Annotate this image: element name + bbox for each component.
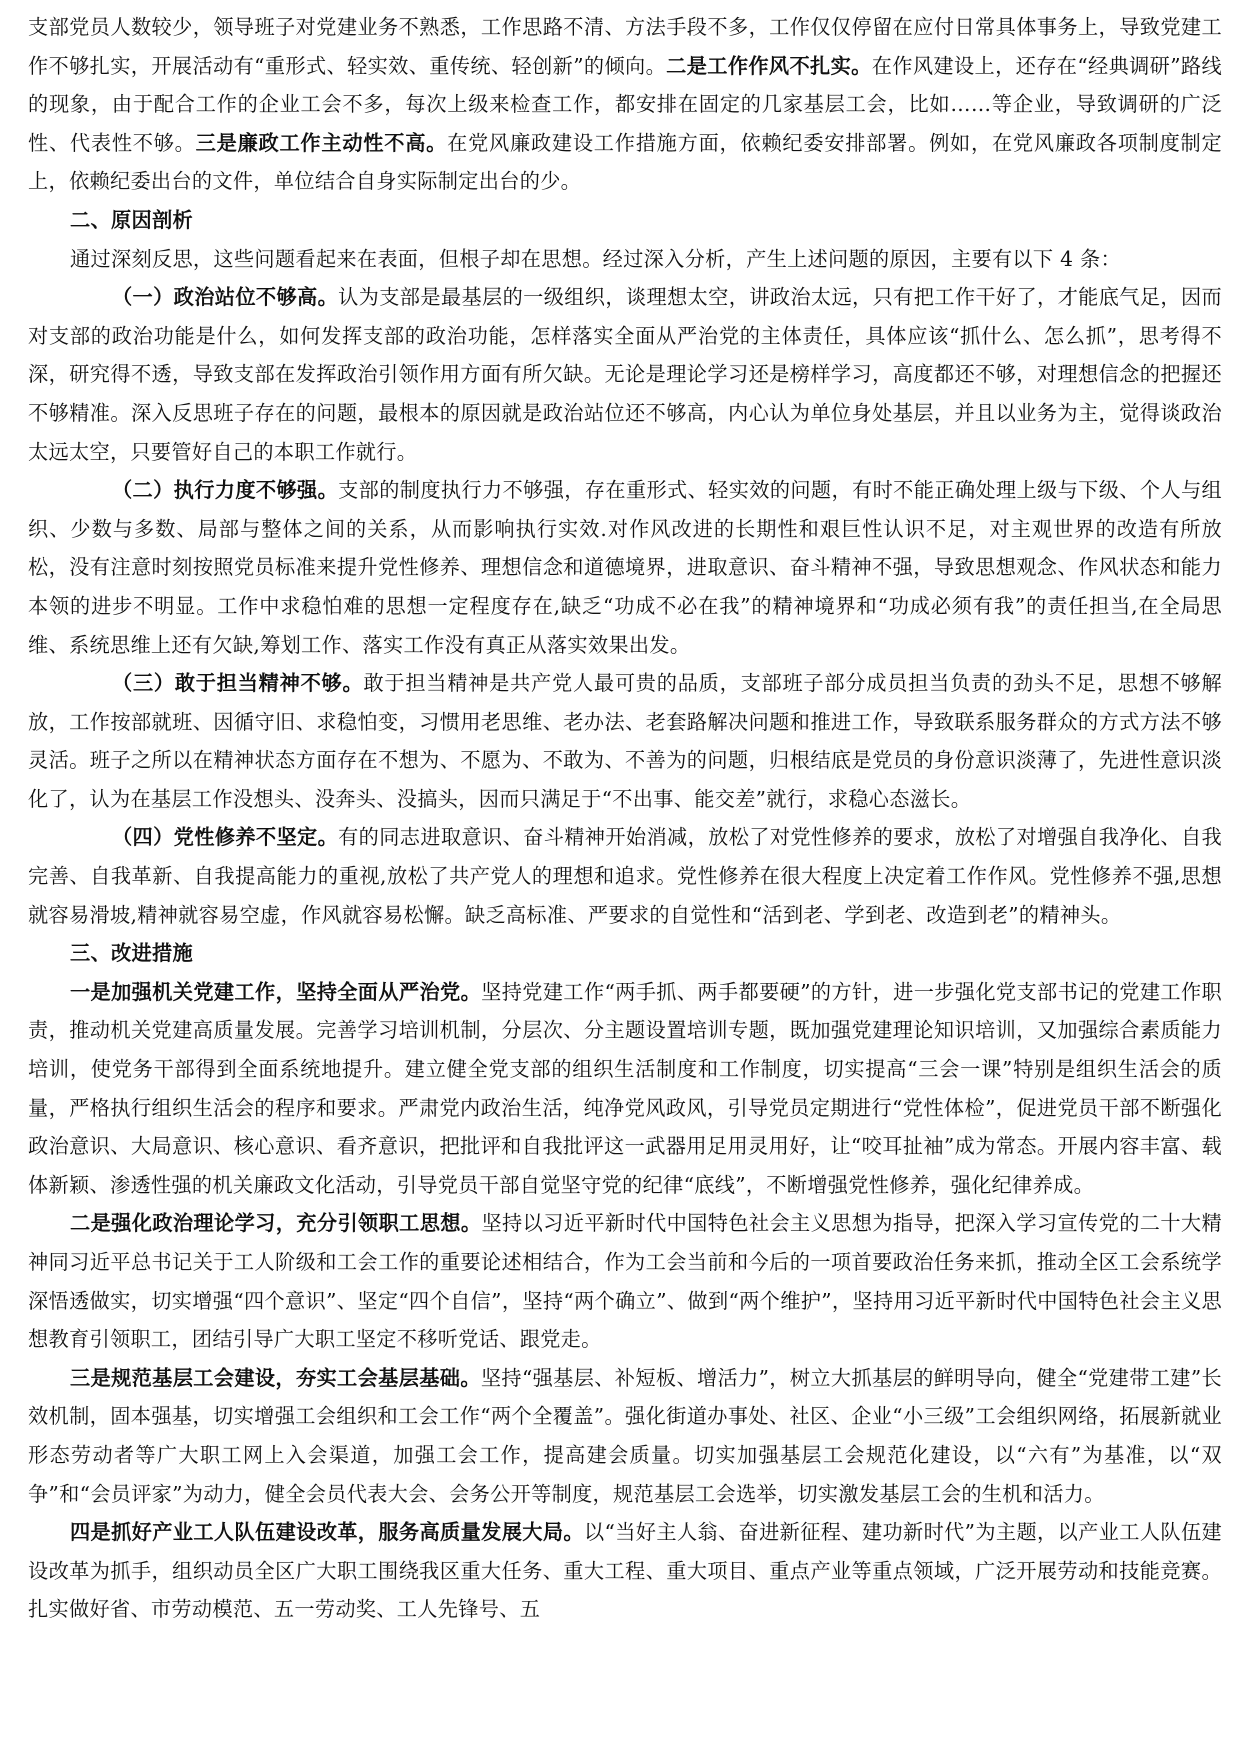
text-run: 在党风廉政建设工作措施方面，依赖纪委安排部署。例如，在党风廉政各项制度制定上，依赖纪委出台的文件，单位结合自身实际制定出台的少。 [28,130,1223,194]
paragraph-problems-continued [28,8,1222,201]
paragraph-intro: 通过深刻反思，这些问题看起来在表面，但根子却在思想。经过深入分析，产生上述问题的原因，主要有以下 4 条： [70,246,1121,271]
text-run: 有的同志进取意识、奋斗精神开始消减，放松了对党性修养的要求，放松了对增强自我净化、自我完善、自我革新、自我提高能力的重视,放松了共产党人的理想和追求。党性修养在很大程度上决定着工作作风。党性修养不强,思想就容易滑坡,精神就容易空虚，作风就容易松懈。缺乏高标准、严要求的自觉性和“活到老、学到老、改造到老”的精神头。 [28,825,1222,927]
bold-subheading: 三是廉政工作主动性不高。 [195,130,448,155]
text-run: 支部党员人数较少，领导班子对党建业务不熟悉，工作思路不清、方法手段不多，工作仅仅停留在应付日常具体事务上，导致党建工作不够扎实，开展活动有“重形式、轻实效、重传统、轻创新”的倾向。 [28,15,1222,78]
paragraph-measure-1 [28,973,1222,1205]
text-run: 坚持党建工作“两手抓、两手都要硬”的方针，进一步强化党支部书记的党建工作职责，推动机关党建高质量发展。完善学习培训机制，分层次、分主题设置培训专题，既加强党建理论知识培训，又加强综合素质能力培训，使党务干部得到全面系统地提升。建立健全党支部的组织生活制度和工作制度，切实提高“三会一课”特别是组织生活会的质量，严格执行组织生活会的程序和要求。严肃党内政治生活，纯净党风政风，引导党员定期进行“党性体检”，促进党员干部不断强化政治意识、大局意识、核心意识、看齐意识，把批评和自我批评这一武器用足用灵用好，让“咬耳扯袖”成为常态。开展内容丰富、载体新颖、渗透性强的机关廉政文化活动，引导党员干部自觉坚守党的纪律“底线”，不断增强党性修养，强化纪律养成。 [28,979,1222,1197]
text-run: 在作风建设上，还存在“经典调研”路线的现象，由于配合工作的企业工会不多，每次上级来检查工作，都安排在固定的几家基层工会，比如……等企业，导致调研的广泛性、代表性不够。 [28,53,1222,155]
bold-subheading: 二是工作作风不扎实。 [666,53,872,78]
section-heading-cause-analysis: 二、原因剖析 [70,207,193,232]
bold-subheading: （一）政治站位不够高。 [112,285,339,310]
bold-subheading: （二）执行力度不够强。 [112,478,339,503]
bold-subheading: （三）敢于担当精神不够。 [112,671,364,696]
text-run: 敢于担当精神是共产党人最可贵的品质，支部班子部分成员担当负责的劲头不足，思想不够解放，工作按部就班、因循守旧、求稳怕变，习惯用老思维、老办法、老套路解决问题和推进工作，导致联系服务群众的方式方法不够灵活。班子之所以在精神状态方面存在不想为、不愿为、不敢为、不善为的问题，归根结底是党员的身份意识淡薄了，先进性意识淡化了，认为在基层工作没想头、没奔头、没搞头，因而只满足于“不出事、能交差”就行，求稳心态滋长。 [28,671,1222,811]
paragraph-measure-2 [28,1204,1222,1358]
section-heading-improvement-measures: 三、改进措施 [70,941,193,966]
paragraph-cause-1 [28,278,1222,471]
bold-subheading: 二是强化政治理论学习，充分引领职工思想。 [70,1211,482,1236]
paragraph-cause-3 [28,664,1222,818]
bold-subheading: （四）党性修养不坚定。 [112,825,339,850]
text-run: 认为支部是最基层的一级组织，谈理想太空，讲政治太远，只有把工作干好了，才能底气足，因而对支部的政治功能是什么，如何发挥支部的政治功能，怎样落实全面从严治党的主体责任，具体应该“抓什么、怎么抓”，思考得不深，研究得不透，导致支部在发挥政治引领作用方面有所欠缺。无论是理论学习还是榜样学习，高度都还不够，对理想信念的把握还不够精准。深入反思班子存在的问题，最根本的原因就是政治站位还不够高，内心认为单位身处基层，并且以业务为主，觉得谈政治太远太空，只要管好自己的本职工作就行。 [28,285,1222,464]
paragraph-cause-2 [28,471,1222,664]
paragraph-cause-4 [28,818,1222,934]
text-run: 坚持“强基层、补短板、增活力”，树立大抓基层的鲜明导向，健全“党建带工建”长效机制，固本强基，切实增强工会组织和工会工作“两个全覆盖”。强化街道办事处、社区、企业“小三级”工会组织网络，拓展新就业形态劳动者等广大职工网上入会渠道，加强工会工作，提高建会质量。切实加强基层工会规范化建设，以“六有”为基准，以“双争”和“会员评家”为动力，健全会员代表大会、会务公开等制度，规范基层工会选举，切实激发基层工会的生机和活力。 [28,1365,1222,1506]
text-run: 以“当好主人翁、奋进新征程、建功新时代”为主题，以产业工人队伍建设改革为抓手，组织动员全区广大职工围绕我区重大任务、重大工程、重大项目、重点产业等重点领域，广泛开展劳动和技能竞赛。扎实做好省、市劳动模范、五一劳动奖、工人先锋号、五 [28,1520,1222,1622]
text-run: 支部的制度执行力不够强，存在重形式、轻实效的问题，有时不能正确处理上级与下级、个人与组织、少数与多数、局部与整体之间的关系，从而影响执行实效.对作风改进的长期性和艰巨性认识不足，对主观世界的改造有所放松，没有注意时刻按照党员标准来提升党性修养、理想信念和道德境界，进取意识、奋斗精神不强，导致思想观念、作风状态和能力本领的进步不明显。工作中求稳怕难的思想一定程度存在,缺乏“功成不必在我”的精神境界和“功成必须有我”的责任担当,在全局思维、系统思维上还有欠缺,筹划工作、落实工作没有真正从落实效果出发。 [28,478,1222,657]
bold-subheading: 四是抓好产业工人队伍建设改革，服务高质量发展大局。 [70,1520,584,1545]
bold-subheading: 三是规范基层工会建设，夯实工会基层基础。 [70,1365,481,1390]
paragraph-measure-4 [28,1513,1222,1629]
bold-subheading: 一是加强机关党建工作，坚持全面从严治党。 [70,979,482,1004]
paragraph-measure-3 [28,1359,1222,1513]
text-run: 坚持以习近平新时代中国特色社会主义思想为指导，把深入学习宣传党的二十大精神同习近平总书记关于工人阶级和工会工作的重要论述相结合，作为工会当前和今后的一项首要政治任务来抓，推动全区工会系统学深悟透做实，切实增强“四个意识”、坚定“四个自信”，坚持“两个确立”、做到“两个维护”，坚持用习近平新时代中国特色社会主义思想教育引领职工，团结引导广大职工坚定不移听党话、跟党走。 [28,1211,1222,1352]
